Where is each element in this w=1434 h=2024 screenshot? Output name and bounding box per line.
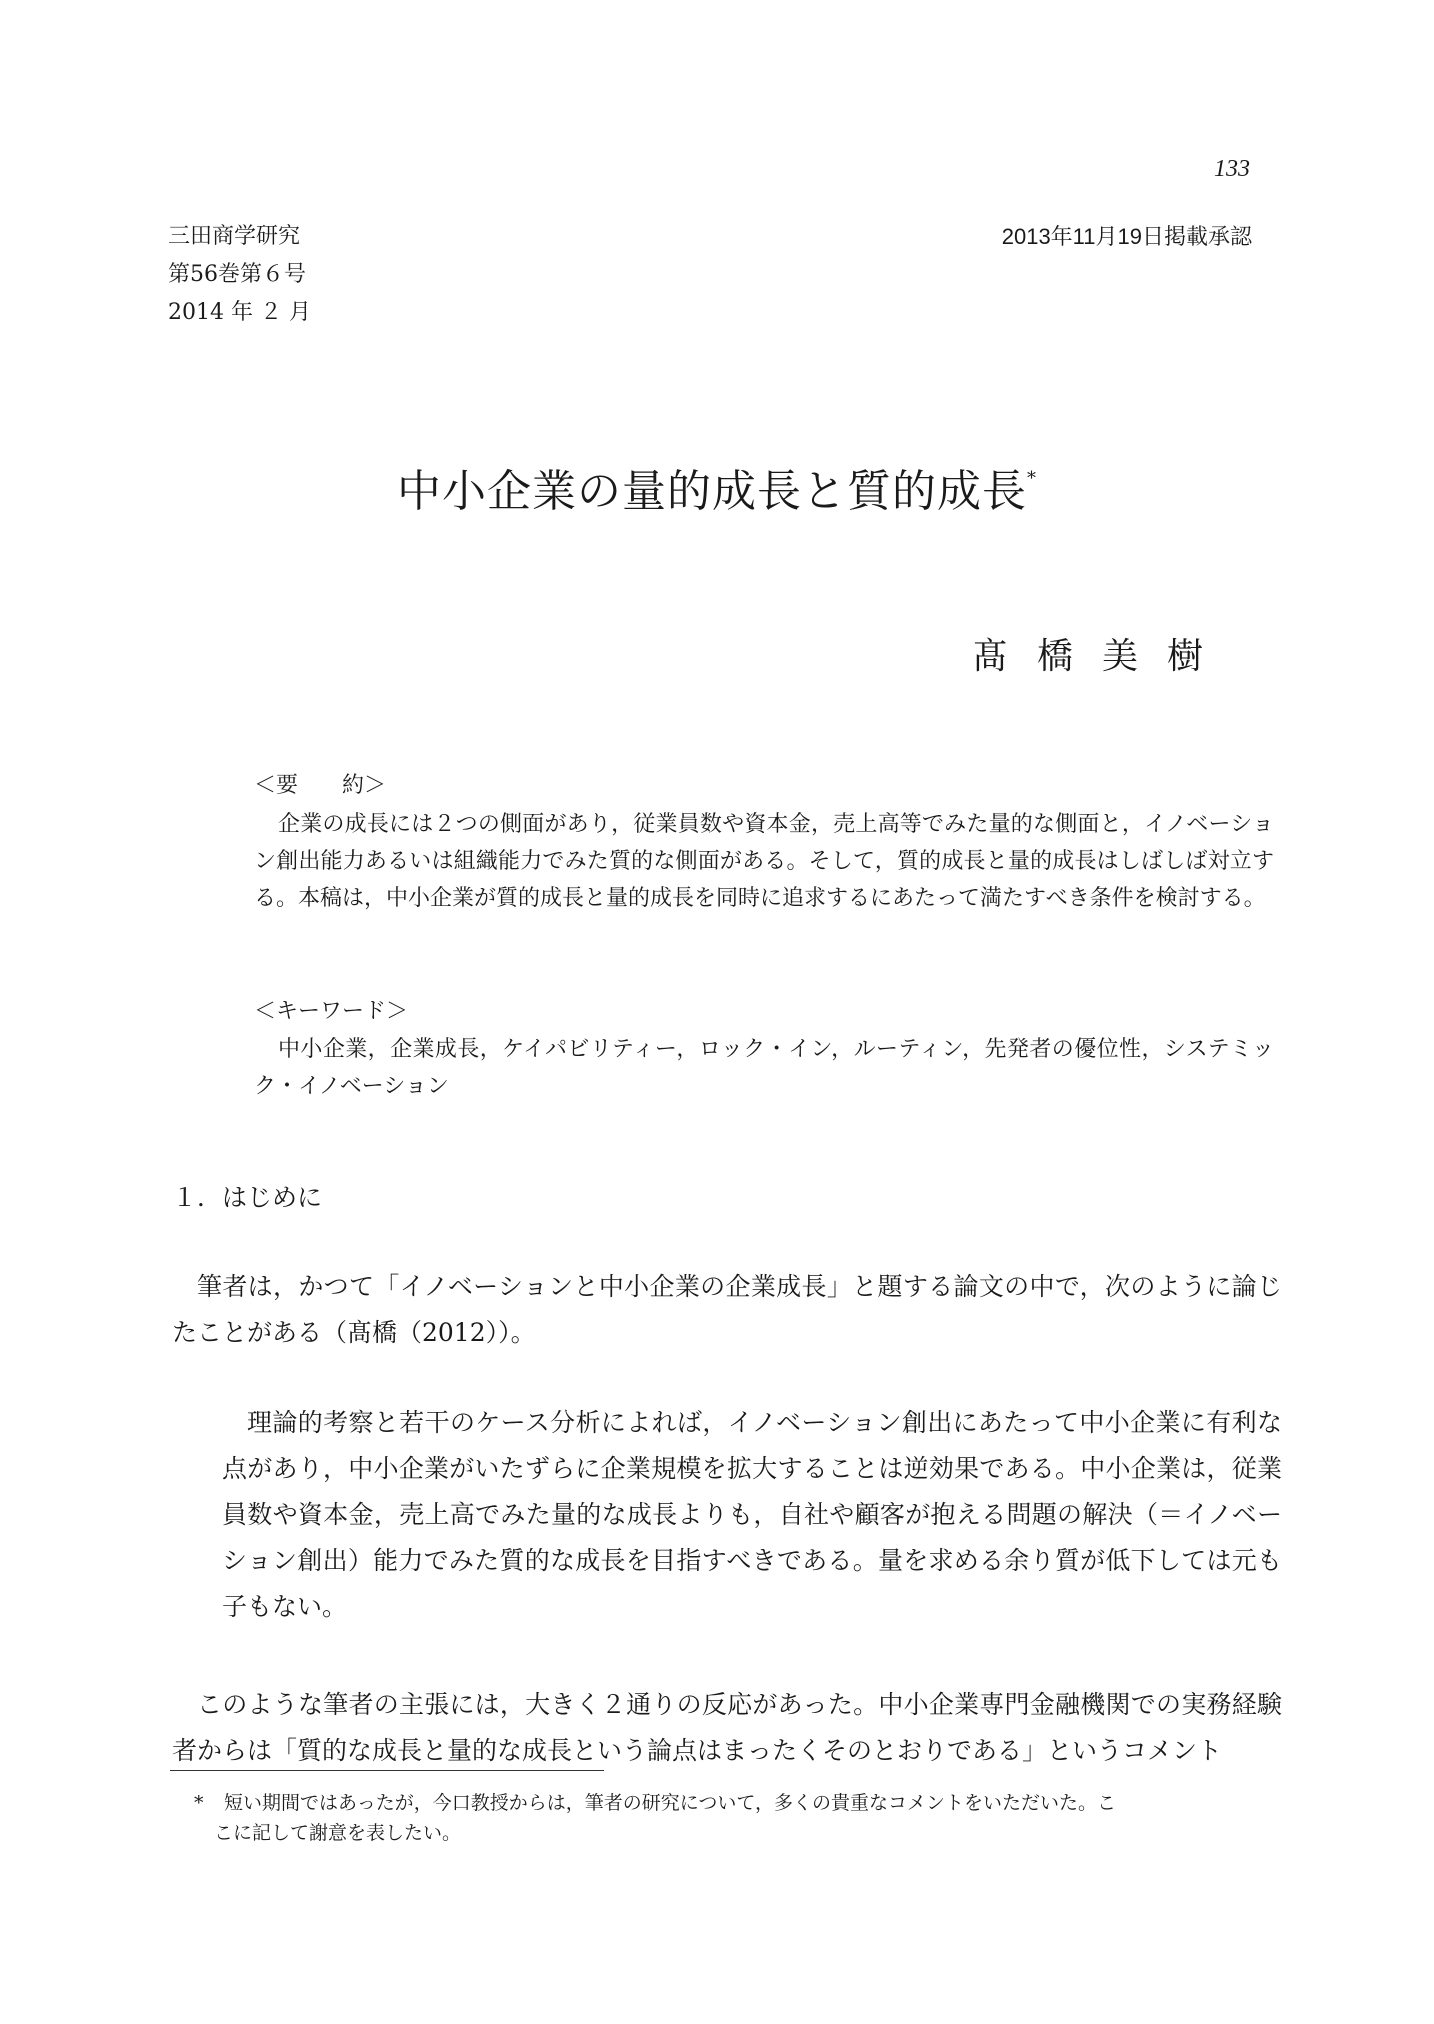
approval-date: 2013年11月19日掲載承認: [1001, 224, 1252, 249]
paper-title: [0, 455, 1434, 519]
section-heading: １．はじめに: [172, 1183, 323, 1212]
journal-info: [168, 218, 311, 332]
journal-volume: 第56巻第６号: [168, 262, 306, 287]
block-quote: 理論的考察と若干のケース分析によれば，イノベーション創出にあたって中小企業に有利な点があり，中小企業がいたずらに企業規模を拡大することは逆効果である。中小企業は，従業員数や資本金，売上高でみた量的な成長よりも，自社や顧客が抱える問題の解決（＝イノベーション創出）能力でみた質的な成長を目指すべきである。量を求める余り質が低下しては元も子もない。: [222, 1408, 1282, 1621]
body-paragraph-1: 筆者は，かつて「イノベーションと中小企業の企業成長」と題する論文の中で，次のように論じたことがある（髙橋（2012））。: [172, 1272, 1282, 1347]
body-paragraph-2: このような筆者の主張には，大きく２通りの反応があった。中小企業専門金融機関での実務経験者からは「質的な成長と量的な成長という論点はまったくそのとおりである」というコメント: [172, 1690, 1282, 1765]
footnote-mark: *: [194, 1792, 204, 1814]
paper-title-text: 中小企業の量的成長と質的成長: [397, 466, 1027, 517]
keywords-body: 中小企業，企業成長，ケイパビリティー，ロック・イン，ルーティン，先発者の優位性，システミック・イノベーション: [254, 1037, 1274, 1099]
journal-date: 2014 年 ２ 月: [168, 300, 311, 325]
abstract-body: 企業の成長には２つの側面があり，従業員数や資本金，売上高等でみた量的な側面と，イノベーション創出能力あるいは組織能力でみた質的な側面がある。そして，質的成長と量的成長はしばしば対立する。本稿は，中小企業が質的成長と量的成長を同時に追求するにあたって満たすべき条件を検討する。: [254, 812, 1274, 911]
footnote-divider: [170, 1770, 604, 1771]
journal-name: 三田商学研究: [168, 224, 301, 249]
author-name: 髙橋美樹: [972, 636, 1233, 677]
footnote-text-line-1: 短い期間ではあったが，今口教授からは，筆者の研究について，多くの貴重なコメントをいただいた。こ: [224, 1792, 1117, 1814]
page-number: 133: [1214, 156, 1250, 182]
abstract-heading: ＜要 約＞: [254, 773, 387, 798]
title-footnote-mark: *: [1027, 468, 1037, 489]
footnote: [194, 1788, 1264, 1848]
keywords-heading: ＜キーワード＞: [254, 999, 409, 1024]
footnote-text-line-2: こに記して謝意を表したい。: [214, 1822, 462, 1844]
